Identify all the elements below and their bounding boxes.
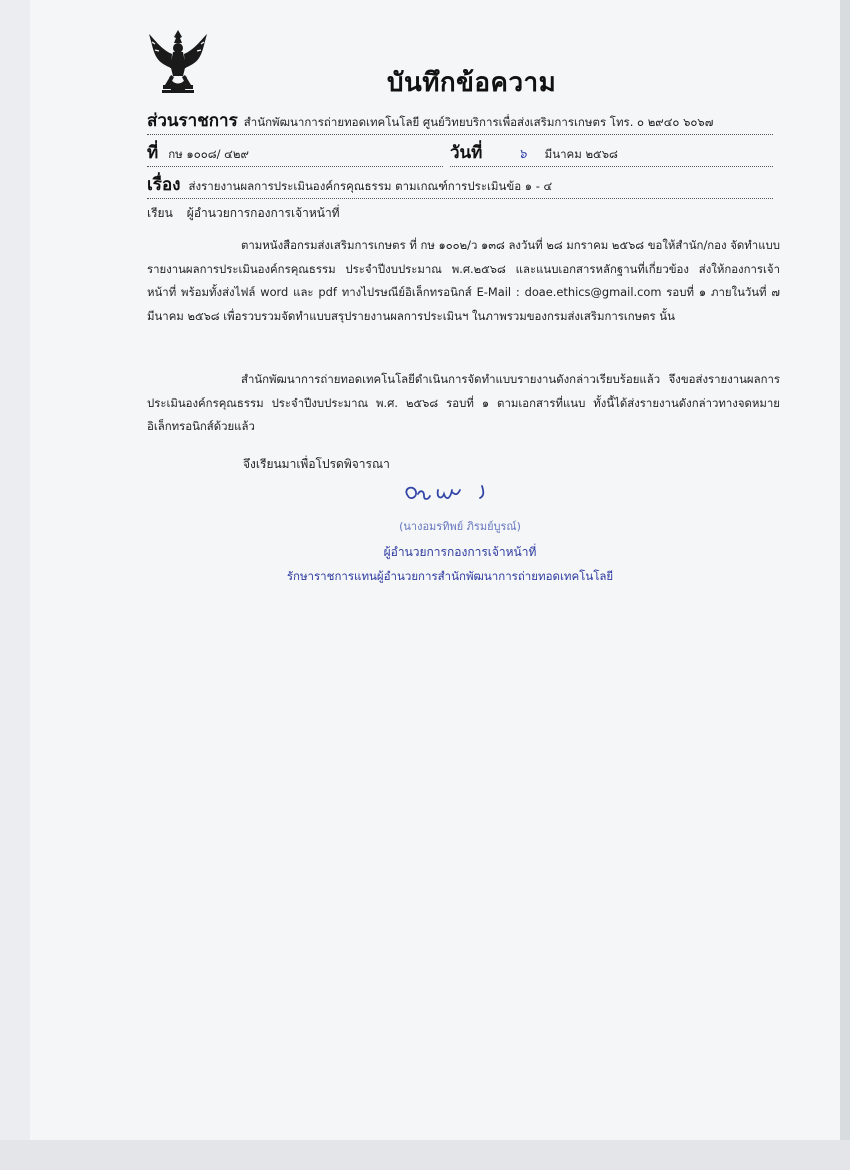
closing-line: จึงเรียนมาเพื่อโปรดพิจารณา [243,457,390,471]
handwritten-signature [400,478,500,508]
reference-line [147,139,443,167]
date-line [450,139,773,167]
salutation-label: เรียน [147,206,173,220]
signatory-name: (นางอมรทิพย์ ภิรมย์บูรณ์) [399,520,521,533]
date-label: วันที่ [450,143,483,163]
memo-title: บันทึกข้อความ [387,68,557,98]
subject-value: ส่งรายงานผลการประเมินองค์กรคุณธรรม ตามเกณฑ์การประเมินข้อ ๑ - ๔ [188,179,553,193]
department-line [147,107,773,135]
department-label: ส่วนราชการ [147,111,238,131]
date-day: ๖ [518,147,527,162]
garuda-emblem-icon [147,28,209,96]
scan-margin-bottom [0,1140,850,1170]
department-value: สำนักพัฒนาการถ่ายทอดเทคโนโลยี ศูนย์วิทยบริการเพื่อส่งเสริมการเกษตร โทร. ๐ ๒๙๔๐ ๖๐๖๗ [243,115,714,129]
signatory-position: ผู้อำนวยการกองการเจ้าหน้าที่ [383,545,537,559]
subject-label: เรื่อง [147,175,181,195]
reference-label: ที่ [147,143,159,163]
salutation-recipient: ผู้อำนวยการกองการเจ้าหน้าที่ [186,206,340,220]
scan-margin-left [0,0,30,1140]
subject-line [147,171,773,199]
salutation [147,204,340,223]
date-month-year: มีนาคม ๒๕๖๘ [544,147,618,161]
body-paragraph-2: สำนักพัฒนาการถ่ายทอดเทคโนโลยีดำเนินการจัดทำแบบรายงานดังกล่าวเรียบร้อยแล้ว จึงขอส่งรายงานผลการประเมินองค์กรคุณธรรม ประจำปีงบประมาณ พ.ศ. ๒๕๖๘ รอบที่ ๑ ตามเอกสารที่แนบ ทั้งนี้ได้ส่งรายงานดังกล่าวทางจดหมายอิเล็กทรอนิกส์ด้วยแล้ว [147,372,780,434]
signatory-acting-position: รักษาราชการแทนผู้อำนวยการสำนักพัฒนาการถ่ายทอดเทคโนโลยี [286,569,614,583]
reference-number: กษ ๑๐๐๘/ ๔๒๙ [168,147,249,161]
body-paragraph-1: ตามหนังสือกรมส่งเสริมการเกษตร ที่ กษ ๑๐๐๒/ว ๑๓๘ ลงวันที่ ๒๘ มกราคม ๒๕๖๘ ขอให้สำนัก/กอง จัดทำแบบรายงานผลการประเมินองค์กรคุณธรรม ประจำปีงบประมาณ พ.ศ.๒๕๖๘ และแนบเอกสารหลักฐานที่เกี่ยวข้อง ส่งให้กองการเจ้าหน้าที่ พร้อมทั้งส่งไฟล์ word และ pdf ทางไปรษณีย์อิเล็กทรอนิกส์ E-Mail : doae.ethics@gmail.com รอบที่ ๑ ภายในวันที่ ๗ มีนาคม ๒๕๖๘ เพื่อรวบรวมจัดทำแบบสรุปรายงานผลการประเมินฯ ในภาพรวมของกรมส่งเสริมการเกษตร นั้น [147,238,780,323]
